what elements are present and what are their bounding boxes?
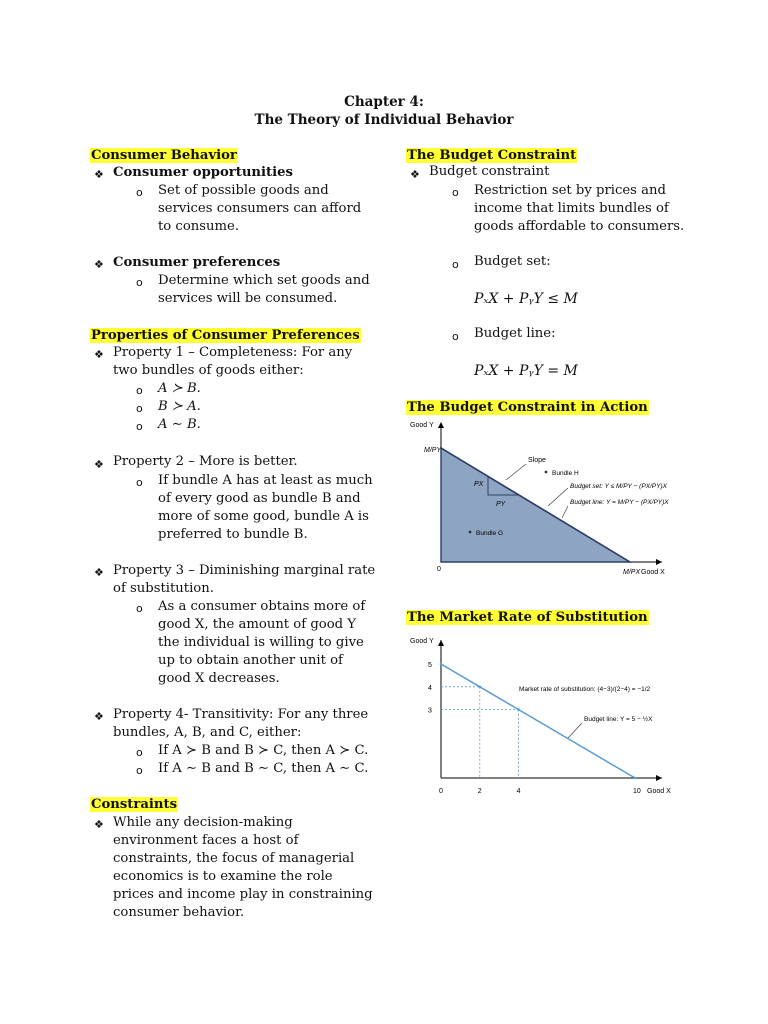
market-rate-heading: The Market Rate of Substitution: [407, 610, 648, 625]
chart1-y-arrow-icon: [438, 422, 444, 428]
y-tick-label: 4: [428, 684, 432, 692]
constraints-heading: Constraints: [91, 797, 178, 812]
chart1-x-intercept-label: M/PX: [623, 569, 641, 576]
preferences-text: Determine which set goods and services will be consumed.: [158, 273, 370, 306]
budget-constraint-heading: The Budget Constraint: [407, 148, 577, 163]
chart2-y-axis-label: Good Y: [410, 638, 434, 645]
property-4-text: Property 4- Transitivity: For any three bundles, A, B, and C, either:: [113, 707, 369, 740]
property-3-text: Property 3 – Diminishing marginal rate of substitution.: [113, 563, 376, 596]
x-tick-label: 4: [516, 788, 521, 795]
y-tick-label: 3: [428, 707, 432, 715]
diamond-bullet-icon: ❖: [410, 168, 420, 181]
consumer-opportunities-label: Consumer opportunities: [113, 165, 293, 180]
chart1-x-axis-label: Good X: [641, 569, 665, 576]
circle-bullet-icon: o: [136, 764, 143, 777]
bundle-h-label: Bundle H: [552, 470, 579, 477]
diamond-bullet-icon: ❖: [94, 258, 104, 271]
budget-set-equation: PₓX + PᵧY ≤ M: [474, 291, 578, 307]
diamond-bullet-icon: ❖: [94, 168, 104, 181]
chart1-x-arrow-icon: [656, 559, 662, 565]
circle-bullet-icon: o: [452, 330, 459, 343]
data-point: [479, 686, 482, 689]
diamond-bullet-icon: ❖: [94, 458, 104, 471]
data-point: [634, 777, 637, 780]
y-tick-label: 5: [428, 662, 432, 669]
chart1-y-intercept-label: M/PY: [424, 447, 442, 454]
property-2-description: If bundle A has at least as much of every good as bundle B and more of some good, bundle A is preferred to bundle B.: [158, 473, 373, 542]
circle-bullet-icon: o: [136, 420, 143, 433]
budget-line-pointer: [562, 506, 568, 518]
slope-label: Slope: [528, 457, 546, 464]
mrs-annotation: Market rate of substitution: (4−3)/(2−4) = −1/2: [519, 686, 651, 693]
circle-bullet-icon: o: [136, 186, 143, 199]
slope-pointer: [506, 464, 526, 480]
opportunities-text: Set of possible goods and services consumers can afford to consume.: [158, 183, 362, 234]
chart1-origin-label: 0: [437, 566, 441, 573]
budget-constraint-chart: [400, 418, 690, 590]
budget-line-annotation: Budget line: Y = M/PY − (PX/PY)X: [570, 499, 669, 506]
diamond-bullet-icon: ❖: [94, 348, 104, 361]
bundle-g-point: [469, 531, 472, 534]
diamond-bullet-icon: ❖: [94, 818, 104, 831]
px-label: PX: [474, 481, 484, 488]
budget-line-pointer-2: [568, 723, 582, 738]
circle-bullet-icon: o: [136, 602, 143, 615]
page-title: The Theory of Individual Behavior: [254, 112, 514, 128]
x-tick-label: 10: [633, 788, 641, 795]
budget-line-label: Budget line:: [474, 326, 556, 341]
diamond-bullet-icon: ❖: [94, 566, 104, 579]
circle-bullet-icon: o: [136, 276, 143, 289]
budget-constraint-text: Restriction set by prices and income that limits bundles of goods affordable to consumers.: [474, 183, 685, 234]
property-3-description: As a consumer obtains more of good X, the amount of good Y the individual is willing to give up to obtain another unit of good X decreases.: [158, 599, 366, 686]
chart2-y-arrow-icon: [438, 640, 444, 646]
chart1-y-axis-label: Good Y: [410, 422, 434, 429]
constraints-text: While any decision-making environment faces a host of constraints, the focus of managerial economics is to examine the role prices and income play in constraining consumer behavior.: [113, 815, 373, 920]
property-1-text: Property 1 – Completeness: For any two bundles of goods either:: [113, 345, 353, 378]
circle-bullet-icon: o: [136, 384, 143, 397]
bundle-g-label: Bundle G: [476, 530, 504, 537]
circle-bullet-icon: o: [452, 186, 459, 199]
budget-set-label: Budget set:: [474, 254, 551, 269]
property-4-options: If A ≻ B and B ≻ C, then A ≻ C. If A ∼ B and B ∼ C, then A ∼ C.: [158, 743, 369, 776]
budget-set-annotation: Budget set: Y ≤ M/PY − (PX/PY)X: [570, 483, 667, 490]
property-1-options: A ≻ B. B ≻ A. A ∼ B.: [158, 381, 201, 432]
market-rate-chart: [400, 630, 690, 802]
chart2-x-axis-label: Good X: [647, 788, 671, 795]
properties-heading: Properties of Consumer Preferences: [91, 328, 360, 343]
budget-constraint-label: Budget constraint: [429, 164, 550, 179]
bundle-h-point: [545, 471, 548, 474]
x-tick-label: 2: [477, 788, 482, 795]
consumer-preferences-label: Consumer preferences: [113, 255, 281, 270]
circle-bullet-icon: o: [136, 746, 143, 759]
budget-line-annotation-2: Budget line: Y = 5 − ½X: [584, 716, 653, 723]
budget-line-equation: PₓX + PᵧY = M: [474, 363, 578, 379]
circle-bullet-icon: o: [136, 402, 143, 415]
property-2-text: Property 2 – More is better.: [113, 454, 298, 469]
diamond-bullet-icon: ❖: [94, 710, 104, 723]
data-point: [440, 663, 443, 666]
chart2-x-arrow-icon: [656, 775, 662, 781]
chapter-number: Chapter 4:: [344, 94, 424, 110]
circle-bullet-icon: o: [452, 258, 459, 271]
budget-constraint-action-heading: The Budget Constraint in Action: [407, 400, 648, 415]
consumer-behavior-heading: Consumer Behavior: [91, 148, 237, 163]
py-label: PY: [496, 501, 506, 508]
x-tick-label: 0: [439, 788, 443, 795]
budget-set-pointer: [548, 488, 568, 506]
circle-bullet-icon: o: [136, 476, 143, 489]
data-point: [517, 708, 520, 711]
